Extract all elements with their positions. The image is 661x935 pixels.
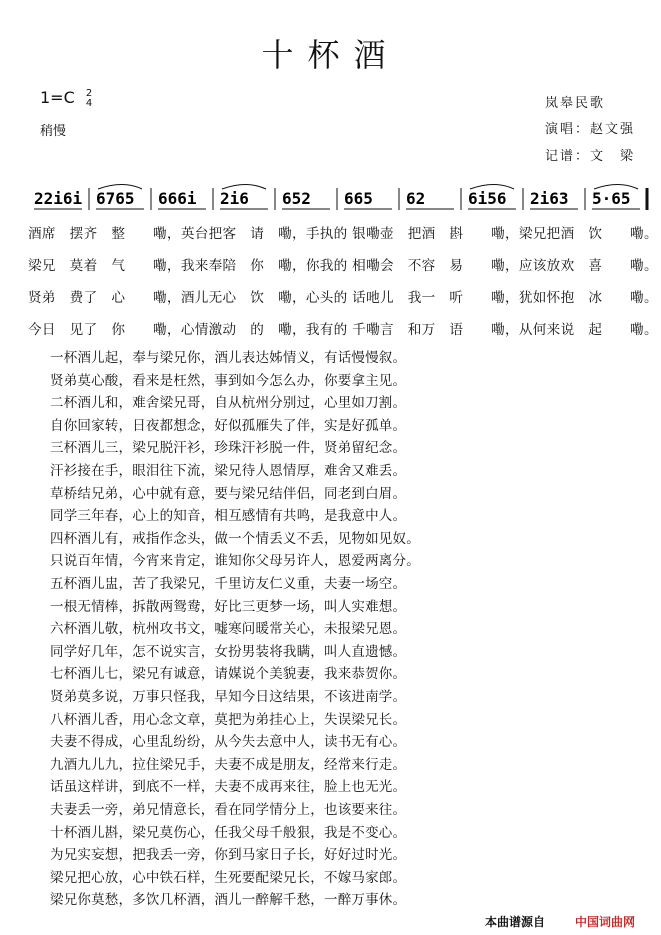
verse-line: 自你回家转，日夜都想念，好似孤雁失了伴，实是好孤单。 (50, 417, 407, 434)
verse-line: 汗衫接在手，眼泪往下流，梁兄待人恩情厚，难舍又难丢。 (50, 463, 407, 479)
time-top: 2 (85, 87, 93, 99)
verse-line: 梁兄把心放，心中铁石样，生死要配梁兄长，不嫁马家郎。 (50, 869, 407, 886)
jianpu-notation (0, 180, 661, 224)
verse-line: 贤弟莫多说，万事只怪我，早知今日这结果，不该进南学。 (50, 689, 407, 705)
lyric-line: 今日 见了 你 嘞，心情激动 的 嘞，我有的 千嘞言 和万 语 嘞，从何来说 起 嘞。 (28, 322, 658, 338)
credit-transcriber: 记谱：文 梁 (545, 149, 636, 164)
verse-line: 十杯酒儿斟，梁兄莫伤心，任我父母千般狠，我是不变心。 (50, 824, 407, 841)
time-bottom: 4 (85, 97, 93, 109)
footer-source: 本曲谱源自 (485, 915, 546, 929)
verse-line: 只说百年情，今宵来肯定，谁知你父母另许人，恩爱两离分。 (50, 553, 420, 570)
verse-line: 夫妻丢一旁，弟兄情意长，看在同学情分上，也该要来往。 (50, 802, 407, 818)
verse-line: 六杯酒儿敬，杭州攻书文，嘘寒问暖常关心，未报梁兄恩。 (50, 621, 407, 638)
notation-staff (0, 180, 661, 224)
lyric-line: 梁兄 莫着 气 嘞，我来奉陪 你 嘞，你我的 相嘞会 不容 易 嘞，应该放欢 喜 嘞。 (28, 258, 658, 274)
footer-site: 中国词曲网 (575, 915, 636, 929)
lyric-line: 酒席 摆齐 整 嘞，英台把客 请 嘞，手执的 银嘞壶 把酒 斟 嘞，梁兄把酒 饮 嘞。 (28, 226, 658, 242)
verse-line: 二杯酒儿和，难舍梁兄哥，自从杭州分别过，心里如刀割。 (50, 395, 407, 412)
notation-measure: 652 (282, 189, 311, 208)
notation-measure: 6i56 (468, 189, 507, 208)
verse-line: 贤弟莫心酸，看来是枉然，事到如今怎么办，你要拿主见。 (50, 372, 407, 389)
notation-measure: 2i6 (220, 189, 249, 208)
tempo-marking: 稍慢 (40, 124, 67, 139)
verse-line: 五杯酒儿盅，苦了我梁兄，千里访友仁义重，夫妻一场空。 (50, 576, 407, 592)
notation-measure: 5·65 (592, 189, 631, 208)
verse-line: 九酒九儿九，拉住梁兄手，夫妻不成是朋友，经常来行走。 (50, 756, 407, 773)
notation-measure: 62 (406, 189, 426, 208)
verse-line: 同学三年春，心上的知音，相互感情有共鸣，是我意中人。 (50, 508, 407, 525)
song-title: 十杯酒 (261, 36, 400, 74)
credit-singer: 演唱：赵文强 (545, 122, 636, 137)
verse-line: 话虽这样讲，到底不一样，夫妻不成再来往，脸上也无光。 (50, 779, 407, 796)
notation-measure: 665 (344, 189, 373, 208)
key-label: 1=C (40, 88, 75, 107)
verse-line: 梁兄你莫愁，多饮几杯酒，酒儿一醉解千愁，一醉万事休。 (50, 892, 407, 909)
verse-line: 一根无情棒，拆散两鸳鸯，好比三更梦一场，叫人实难想。 (50, 598, 407, 615)
verse-line: 四杯酒儿有，戒指作念头，做一个情丢义不丢，见物如见奴。 (50, 530, 420, 547)
verse-line: 草桥结兄弟，心中就有意，要与梁兄结伴侣，同老到白眉。 (50, 485, 407, 502)
verse-line: 八杯酒儿香，用心念文章，莫把为弟挂心上，失误梁兄长。 (50, 711, 407, 728)
verse-line: 七杯酒儿七，梁兄有诚意，请媒说个美貌妻，我来恭贺你。 (50, 666, 407, 683)
verse-line: 三杯酒儿三，梁兄脱汗衫，珍珠汗衫脱一件，贤弟留纪念。 (50, 440, 407, 457)
credit-origin: 岚皋民歌 (545, 96, 606, 111)
verse-line: 夫妻不得成，心里乱纷纷，从今失去意中人，读书无有心。 (50, 734, 407, 751)
notation-measure: 6765 (96, 189, 135, 208)
notation-measure: 666i (158, 189, 197, 208)
notation-measure: 22i6i (34, 189, 83, 208)
time-signature (86, 89, 92, 109)
notation-measure: 2i63 (530, 189, 569, 208)
lyric-line: 贤弟 费了 心 嘞，酒儿无心 饮 嘞，心头的 话吔儿 我一 听 嘞，犹如怀抱 冰 嘞。 (28, 290, 658, 306)
verse-line: 为兄实妄想，把我丢一旁，你到马家日子长，好好过时光。 (50, 847, 407, 864)
key-signature (40, 88, 92, 109)
verse-line: 同学好几年，怎不说实言，女扮男装将我瞒，叫人直遗憾。 (50, 643, 407, 660)
verse-line: 一杯酒儿起，奉与梁兄你，酒儿表达姊情义，有话慢慢叙。 (50, 350, 407, 366)
